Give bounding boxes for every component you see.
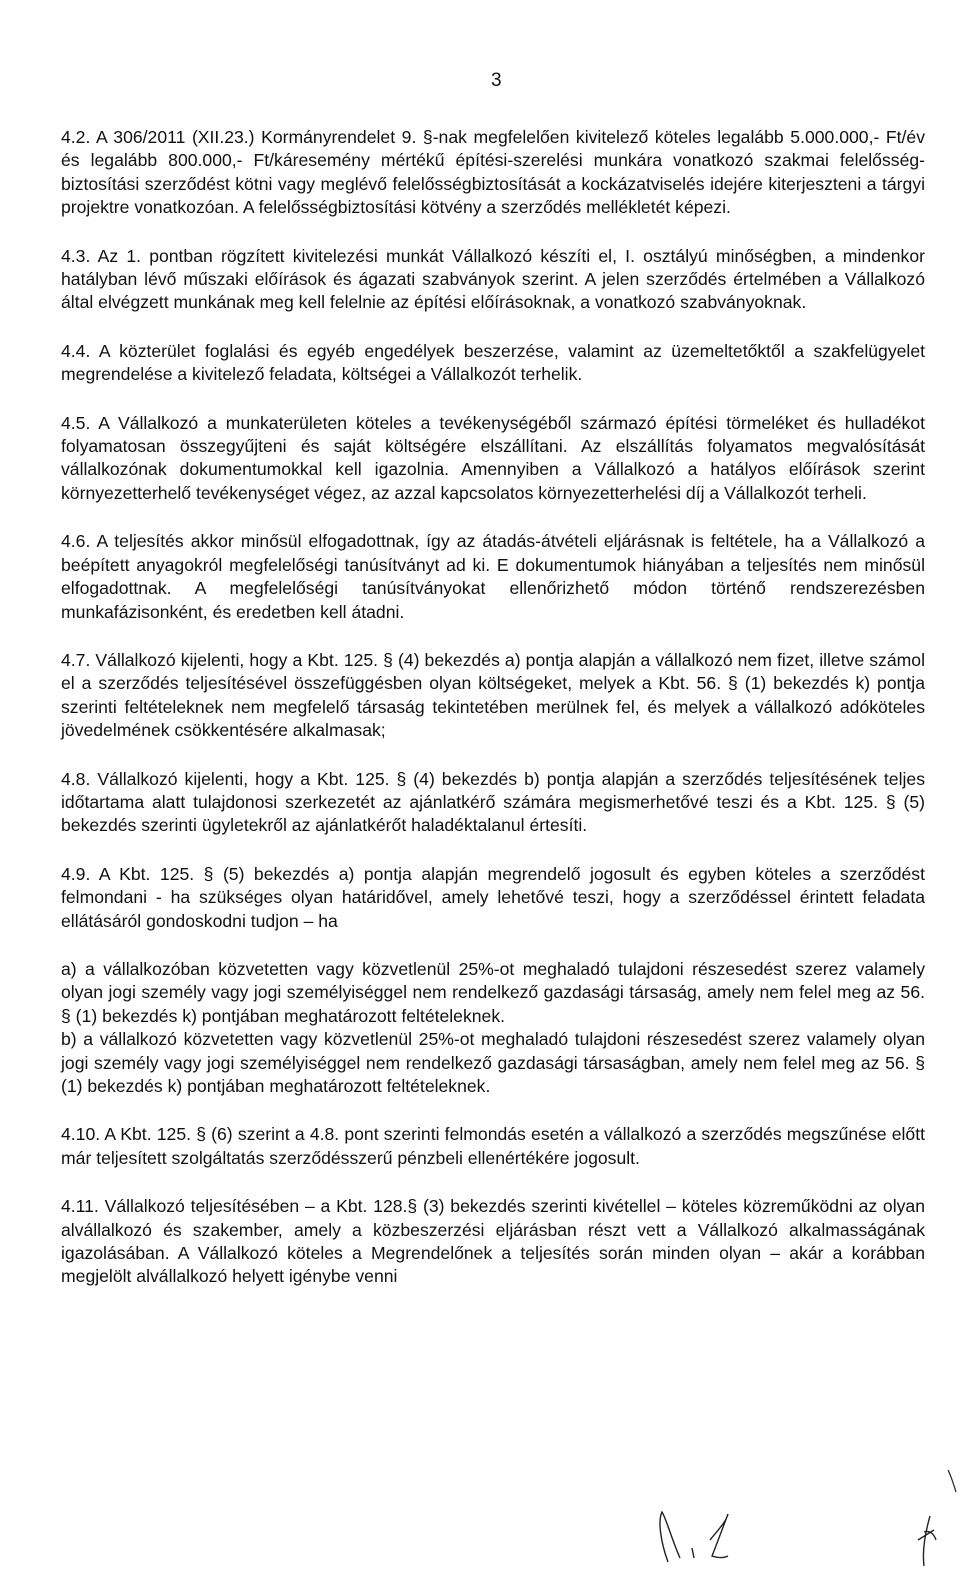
signature-initials (600, 1470, 960, 1570)
clause-4-2: 4.2. A 306/2011 (XII.23.) Kormányrendelet 9. §-nak megfelelően kivitelező köteles legalább 5.000.000,- Ft/év és legalább 800.000,- Ft/káresemény mértékű építési-szerelési munkára vonatkozó szakmai felelősség-biztosítási szerződést kötni vagy meglévő felelősségbiztosítását a kockázatviselés idejére kiterjeszteni a tárgyi projektre vonatkozóan. A felelősségbiztosítási kötvény a szerződés mellékletét képezi. (61, 127, 925, 218)
clause-4-10: 4.10. A Kbt. 125. § (6) szerint a 4.8. pont szerinti felmondás esetén a vállalkozó a szerződés megszűnése előtt már teljesített szolgáltatás szerződésszerű pénzbeli ellenértékére jogosult. (61, 1124, 925, 1168)
page-number: 3 (491, 70, 502, 91)
clause-4-9-b: b) a vállalkozó közvetetten vagy közvetlenül 25%-ot meghaladó tulajdoni részesedést szerez valamely olyan jogi személy vagy jogi személyiséggel nem rendelkező gazdasági társaságban, amely nem felel meg az 56. § (1) bekezdés k) pontjában meghatározott feltételeknek. (61, 1029, 925, 1096)
clause-4-11: 4.11. Vállalkozó teljesítésében – a Kbt. 128.§ (3) bekezdés szerinti kivétellel – köteles közreműködni az olyan alvállalkozó és szakember, amely a közbeszerzési eljárásban részt vett a Vállalkozó alkalmasságának igazolásában. A Vállalkozó köteles a Megrendelőnek a teljesítés során minden olyan – akár a korábban megjelölt alvállalkozó helyett igénybe venni (61, 1196, 925, 1287)
clause-4-9: 4.9. A Kbt. 125. § (5) bekezdés a) pontja alapján megrendelő jogosult és egyben köteles a szerződést felmondani - ha szükséges olyan határidővel, amely lehetővé teszi, hogy a szerződéssel érintett feladata ellátásáról gondoskodni tudjon – ha (61, 863, 925, 931)
document-body (61, 126, 925, 1289)
clause-4-7: 4.7. Vállalkozó kijelenti, hogy a Kbt. 125. § (4) bekezdés a) pontja alapján a vállalkozó nem fizet, illetve számol el a szerződés teljesítésével összefüggésben olyan költségeket, melyek a Kbt. 56. § (1) bekezdés k) pontja szerinti feltételeknek nem megfelelő társaság tekintetében merülnek fel, és melyek a vállalkozó adóköteles jövedelmének csökkentésére alkalmasak; (61, 649, 925, 741)
handwritten-initials-icon (600, 1470, 960, 1570)
clause-4-5: 4.5. A Vállalkozó a munkaterületen köteles a tevékenységéből származó építési törmeléket és hulladékot folyamatosan összegyűjteni és saját költségére elszállítani. Az elszállítás folyamatos megvalósítását vállalkozónak dokumentumokkal kell igazolnia. Amennyiben a Vállalkozó a hatályos előírások szerint környezetterhelő tevékenységet végez, az azzal kapcsolatos környezetterhelési díj a Vállalkozót terheli. (61, 412, 925, 503)
clause-4-6: 4.6. A teljesítés akkor minősül elfogadottnak, így az átadás-átvételi eljárásnak is feltétele, ha a Vállalkozó a beépített anyagokról megfelelőségi tanúsítványt ad ki. E dokumentumok hiányában a teljesítés nem minősül elfogadottnak. A megfelelőségi tanúsítványokat ellenőrizhető módon történő rendszerezésben munkafázisonként, és eredetben kell átadni. (61, 531, 925, 622)
clause-4-4: 4.4. A közterület foglalási és egyéb engedélyek beszerzése, valamint az üzemeltetőktől a szakfelügyelet megrendelése a kivitelező feladata, költségei a Vállalkozót terhelik. (61, 340, 925, 385)
clause-4-8: 4.8. Vállalkozó kijelenti, hogy a Kbt. 125. § (4) bekezdés b) pontja alapján a szerződés teljesítésének teljes időtartama alatt tulajdonosi szerkezetét az ajánlatkérő számára megismerhetővé teszi és a Kbt. 125. § (5) bekezdés szerinti ügyletekről az ajánlatkérőt haladéktalanul értesíti. (61, 768, 925, 836)
clause-4-9-a: a) a vállalkozóban közvetetten vagy közvetlenül 25%-ot meghaladó tulajdoni részesedést szerez valamely olyan jogi személy vagy jogi személyiséggel nem rendelkező gazdasági társaság, amely nem felel meg az 56. § (1) bekezdés k) pontjában meghatározott feltételeknek. (61, 958, 925, 1026)
clause-4-3: 4.3. Az 1. pontban rögzített kivitelezési munkát Vállalkozó készíti el, I. osztályú minőségben, a mindenkor hatályban lévő műszaki előírások és ágazati szabványok szerint. A jelen szerződés értelmében a Vállalkozó által elvégzett munkának meg kell felelnie az építési előírásoknak, a vonatkozó szabványoknak. (61, 245, 925, 313)
